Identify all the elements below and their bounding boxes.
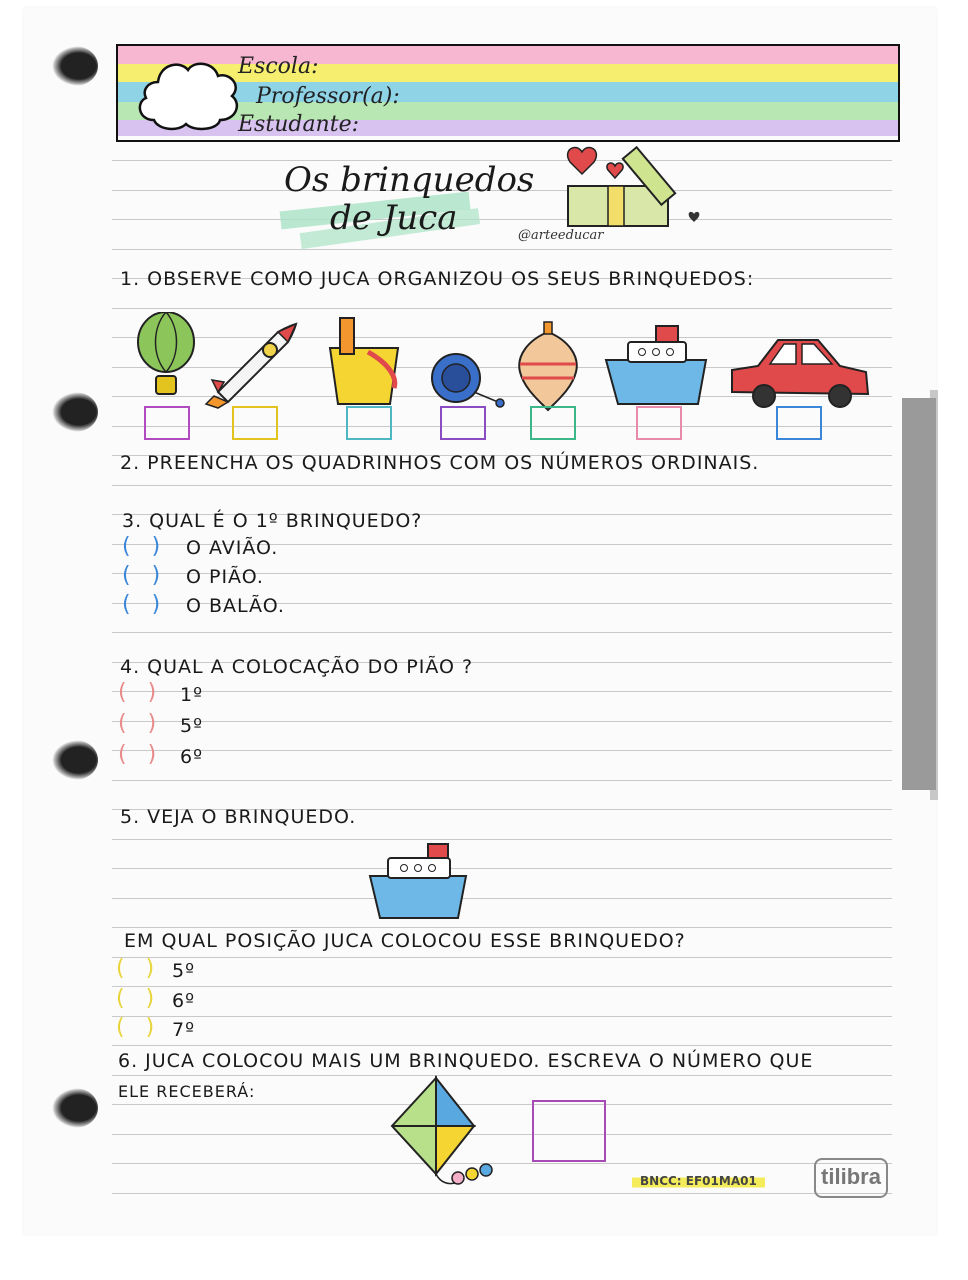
gift-box-icon [560, 140, 700, 230]
question-5-prompt: EM QUAL POSIÇÃO JUCA COLOCOU ESSE BRINQUEDO? [124, 930, 686, 952]
ruled-line [112, 691, 892, 692]
q3-checkbox-1[interactable]: ( ) [122, 534, 161, 559]
binder-hole-icon [52, 392, 98, 432]
q4-checkbox-1[interactable]: ( ) [118, 680, 157, 705]
question-4-text: 4. QUAL A COLOCAÇÃO DO PIÃO ? [120, 656, 474, 678]
q4-checkbox-3[interactable]: ( ) [118, 742, 157, 767]
answer-box-spinning-top[interactable] [530, 406, 576, 440]
ruled-line [112, 632, 892, 633]
page-tab [902, 398, 936, 790]
ruled-line [112, 1016, 892, 1017]
kite-icon [388, 1074, 508, 1196]
car-icon [732, 340, 868, 407]
question-6-text: 6. JUCA COLOCOU MAIS UM BRINQUEDO. ESCREVA O NÚMERO QUE [118, 1050, 814, 1072]
q5-option-2: 6º [172, 990, 196, 1012]
answer-box-rocket[interactable] [232, 406, 278, 440]
title-line-2: de Juca [330, 198, 458, 238]
q4-checkbox-2[interactable]: ( ) [118, 711, 157, 736]
q4-option-1: 1º [180, 684, 204, 706]
ruled-line [112, 927, 892, 928]
q3-checkbox-2[interactable]: ( ) [122, 563, 161, 588]
ruled-line [112, 750, 892, 751]
q3-option-1: O AVIÃO. [186, 537, 279, 559]
ruled-line [112, 839, 892, 840]
ruled-line [112, 426, 892, 427]
title-line-1: Os brinquedos [284, 160, 535, 200]
boat-icon [366, 842, 470, 922]
binder-hole-icon [52, 740, 98, 780]
ruled-line [112, 1045, 892, 1046]
q5-option-3: 7º [172, 1019, 196, 1041]
q3-option-3: O BALÃO. [186, 595, 285, 617]
school-label: Escola: [238, 54, 319, 79]
ruled-line [112, 721, 892, 722]
ruled-line [112, 898, 892, 899]
cloud-icon [134, 52, 246, 132]
yoyo-icon [432, 354, 504, 407]
q4-option-3: 6º [180, 746, 204, 768]
question-6-text-2: ELE RECEBERÁ: [118, 1082, 256, 1101]
ruled-line [112, 780, 892, 781]
question-3-text: 3. QUAL É O 1º BRINQUEDO? [122, 510, 423, 532]
boat-icon [606, 326, 706, 404]
ruled-line [112, 485, 892, 486]
ruled-line [112, 308, 892, 309]
question-5-text: 5. VEJA O BRINQUEDO. [120, 806, 357, 828]
answer-box-bucket[interactable] [346, 406, 392, 440]
student-label: Estudante: [238, 112, 359, 137]
answer-box-kite[interactable] [532, 1100, 606, 1162]
binder-hole-icon [52, 1088, 98, 1128]
answer-box-balloon[interactable] [144, 406, 190, 440]
question-2-text: 2. PREENCHA OS QUADRINHOS COM OS NÚMEROS ORDINAIS. [120, 452, 760, 474]
answer-box-yoyo[interactable] [440, 406, 486, 440]
q3-checkbox-3[interactable]: ( ) [122, 592, 161, 617]
q5-option-1: 5º [172, 960, 196, 982]
ruled-line [112, 868, 892, 869]
question-1-text: 1. OBSERVE COMO JUCA ORGANIZOU OS SEUS BRINQUEDOS: [120, 268, 755, 290]
toys-row [128, 312, 888, 412]
spinning-top-icon [519, 322, 577, 410]
q5-checkbox-3[interactable]: ( ) [116, 1015, 155, 1040]
tilibra-logo: tilibra [814, 1158, 888, 1198]
q5-checkbox-2[interactable]: ( ) [116, 986, 155, 1011]
rocket-icon [206, 324, 296, 408]
answer-box-boat[interactable] [636, 406, 682, 440]
balloon-icon [138, 312, 194, 394]
answer-box-car[interactable] [776, 406, 822, 440]
bncc-code: BNCC: EF01MA01 [632, 1172, 765, 1190]
teacher-label: Professor(a): [256, 84, 400, 109]
ruled-line [112, 957, 892, 958]
binder-hole-icon [52, 46, 98, 86]
author-credit: @arteeducar [518, 228, 604, 243]
q4-option-2: 5º [180, 715, 204, 737]
q5-checkbox-1[interactable]: ( ) [116, 956, 155, 981]
bucket-icon [330, 318, 398, 404]
q3-option-2: O PIÃO. [186, 566, 264, 588]
ruled-line [112, 986, 892, 987]
